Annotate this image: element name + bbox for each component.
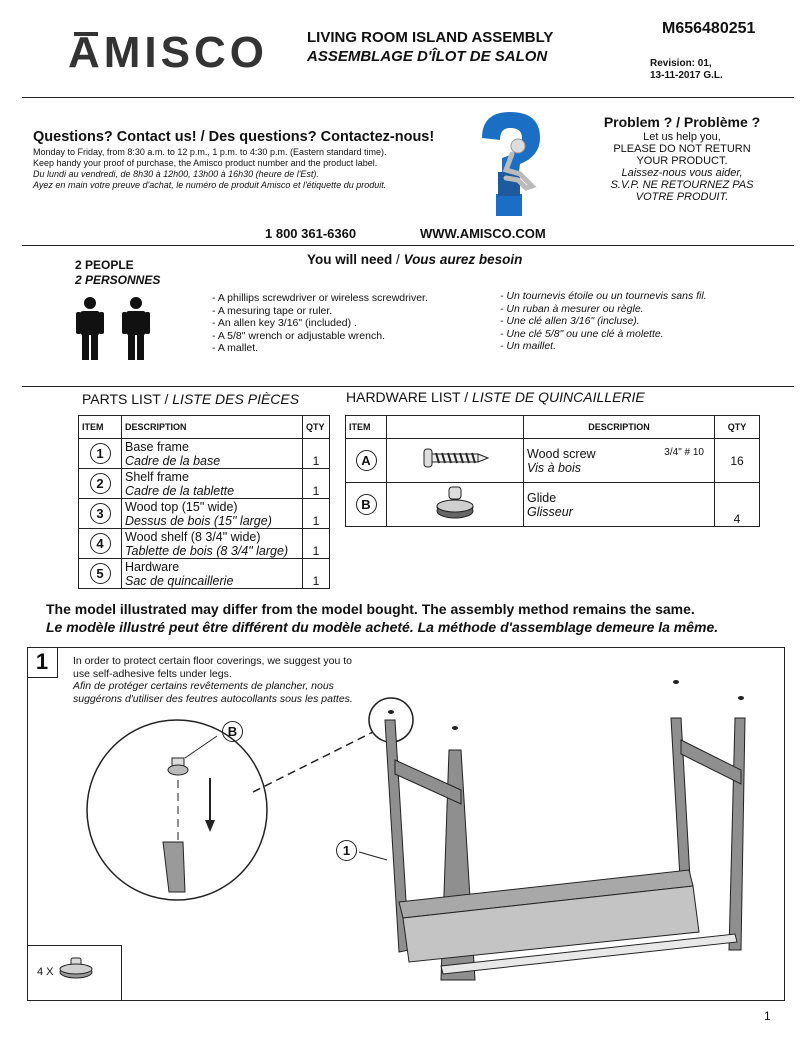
item-cell [79, 529, 122, 559]
desc-fr: Dessus de bois (15" large) [125, 513, 272, 528]
desc-fr: Cadre de la tablette [125, 483, 235, 498]
tool-item: - A 5/8" wrench or adjustable wrench. [212, 329, 385, 342]
parts-table [78, 415, 330, 589]
desc-en: Wood top (15" wide) [125, 499, 238, 514]
contact-hours [33, 147, 433, 191]
item-number-badge: 3 [90, 503, 111, 524]
step-line-fr: Afin de protéger certains revêtements de plancher, nous [73, 680, 334, 692]
tools-list-en [212, 292, 428, 355]
desc-fr: Vis à bois [527, 460, 581, 475]
col-image [387, 416, 524, 439]
disclaimer-en: The model illustrated may differ from the model bought. The assembly method remains the same. [46, 601, 695, 617]
problem-line-fr: VOTRE PRODUIT. [635, 191, 729, 203]
tool-item-fr: - Une clé 5/8" ou une clé à molette. [500, 327, 664, 340]
problem-line-fr: Laissez-nous vous aider, [621, 167, 743, 179]
desc-fr: Glisseur [527, 504, 573, 519]
glide-icon [435, 485, 475, 519]
col-desc: DESCRIPTION [524, 416, 715, 439]
step-line: use self-adhesive felts under legs. [73, 667, 232, 680]
desc-cell [122, 529, 303, 559]
page-number: 1 [764, 1009, 771, 1023]
problem-title: Problem ? / Problème ? [603, 114, 761, 130]
item-letter-badge: B [356, 494, 377, 515]
screw-spec: 3/4" # 10 [664, 447, 704, 458]
tool-item: - A mesuring tape or ruler. [212, 304, 333, 317]
problem-line-fr: S.V.P. NE RETOURNEZ PAS [610, 179, 754, 191]
item-cell [346, 439, 387, 483]
desc-fr: Sac de quincaillerie [125, 573, 234, 588]
desc-cell [122, 499, 303, 529]
tool-item: - A mallet. [212, 342, 259, 354]
contact-line-fr: Du lundi au vendredi, de 8h30 à 12h00, 13h00 à 16h30 (heure de l'Est). [33, 169, 319, 179]
quantity-label: 4 X [37, 966, 54, 978]
item-cell [79, 499, 122, 529]
hardware-header-row [346, 416, 760, 439]
people-en: 2 PEOPLE [75, 258, 134, 272]
desc-cell [524, 483, 715, 527]
table-row [346, 439, 760, 483]
hardware-list-title [346, 389, 645, 405]
desc-en: Glide [527, 490, 557, 505]
contact-divider [22, 245, 794, 246]
people-fr: 2 PERSONNES [75, 273, 161, 287]
parts-list-title [82, 391, 299, 407]
tools-divider [22, 386, 794, 387]
qty-cell: 1 [303, 559, 330, 589]
tools-list-fr [500, 290, 707, 353]
col-item: ITEM [346, 416, 387, 439]
desc-cell [122, 469, 303, 499]
step-line-fr: suggérons d'utiliser des feutres autocollants sous les pattes. [73, 692, 353, 705]
tools-title-en: You will need [307, 252, 393, 267]
website-link[interactable]: WWW.AMISCO.COM [420, 226, 546, 241]
revision: Revision: 01, [650, 58, 712, 69]
callout-part-badge: 1 [336, 840, 357, 861]
step-line: In order to protect certain floor coverings, we suggest you to [73, 655, 352, 667]
qty-cell: 1 [303, 469, 330, 499]
desc-en: Base frame [125, 439, 189, 454]
table-row [79, 499, 330, 529]
item-cell [79, 559, 122, 589]
callout-b [222, 721, 243, 742]
qty-cell: 1 [303, 499, 330, 529]
model-number: M656480251 [662, 20, 756, 37]
desc-en: Wood screw [527, 446, 596, 461]
qty-cell: 4 [715, 483, 760, 527]
wood-screw-icon [420, 447, 490, 469]
table-row [79, 529, 330, 559]
contact-title: Questions? Contact us! / Des questions? Contactez-nous! [33, 129, 435, 145]
phone-number[interactable]: 1 800 361-6360 [265, 226, 357, 241]
col-desc: DESCRIPTION [122, 416, 303, 439]
table-row [79, 439, 330, 469]
tool-item-fr: - Une clé allen 3/16" (incluse). [500, 315, 640, 327]
title-fr: ASSEMBLAGE D'ÎLOT DE SALON [307, 48, 548, 65]
brand-logo: AMISCO [68, 28, 268, 77]
hardware-title-sep: / [464, 389, 469, 405]
desc-en: Hardware [125, 559, 180, 574]
hardware-title-fr: LISTE DE QUINCAILLERIE [472, 389, 645, 405]
desc-fr: Tablette de bois (8 3/4" large) [125, 543, 289, 558]
item-cell [79, 469, 122, 499]
problem-box [592, 116, 772, 203]
item-number-badge: 2 [90, 473, 111, 494]
desc-en: Wood shelf (8 3/4" wide) [125, 529, 261, 544]
item-letter-badge: A [356, 450, 377, 471]
desc-fr: Cadre de la base [125, 453, 221, 468]
two-people-icon [74, 296, 158, 362]
item-number-badge: 4 [90, 533, 111, 554]
parts-header-row [79, 416, 330, 439]
tool-item: - A phillips screwdriver or wireless screwdriver. [212, 292, 428, 304]
parts-title-sep: / [164, 391, 169, 407]
tool-item-fr: - Un ruban à mesurer ou règle. [500, 302, 644, 315]
qty-cell: 1 [303, 439, 330, 469]
tools-sep: / [396, 252, 400, 267]
col-qty: QTY [303, 416, 330, 439]
contact-line: Monday to Friday, from 8:30 a.m. to 12 p.m., 1 p.m. to 4:30 p.m. (Eastern standard time). [33, 147, 387, 157]
qty-cell: 16 [715, 439, 760, 483]
image-cell [387, 439, 524, 483]
tool-item-fr: - Un maillet. [500, 340, 557, 352]
desc-en: Shelf frame [125, 469, 189, 484]
desc-cell [122, 559, 303, 589]
disclaimer-fr: Le modèle illustré peut être différent du modèle acheté. La méthode d'assemblage demeure la même. [46, 619, 719, 635]
col-qty: QTY [715, 416, 760, 439]
parts-title-en: PARTS LIST [82, 391, 161, 407]
step-number: 1 [27, 647, 58, 678]
desc-cell [524, 439, 715, 483]
step-1-illustration [29, 680, 781, 998]
table-row [346, 483, 760, 527]
table-row [79, 469, 330, 499]
table-row [79, 559, 330, 589]
people-count [75, 258, 160, 288]
contact-line-fr: Ayez en main votre preuve d'achat, le numéro de produit Amisco et l'étiquette du produit. [33, 180, 387, 190]
tool-item: - An allen key 3/16" (included) . [212, 317, 357, 329]
problem-line: YOUR PRODUCT. [636, 155, 728, 167]
image-cell [387, 483, 524, 527]
hardware-table [345, 415, 760, 527]
contact-line: Keep handy your proof of purchase, the Amisco product number and the product label. [33, 158, 378, 168]
callout-part-1 [336, 840, 357, 861]
problem-line: Let us help you, [643, 131, 721, 143]
revision-info [650, 58, 723, 82]
desc-cell [122, 439, 303, 469]
item-cell [79, 439, 122, 469]
item-number-badge: 5 [90, 563, 111, 584]
revision-date: 13-11-2017 G.L. [650, 70, 723, 81]
hardware-title-en: HARDWARE LIST [346, 389, 461, 405]
title-en: LIVING ROOM ISLAND ASSEMBLY [307, 29, 554, 46]
problem-line: PLEASE DO NOT RETURN [613, 143, 751, 155]
callout-b-badge: B [222, 721, 243, 742]
qty-cell: 1 [303, 529, 330, 559]
item-cell [346, 483, 387, 527]
parts-title-fr: LISTE DES PIÈCES [172, 391, 300, 407]
tools-heading [307, 252, 522, 267]
col-item: ITEM [79, 416, 122, 439]
item-number-badge: 1 [90, 443, 111, 464]
tools-title-fr: Vous aurez besoin [403, 252, 523, 267]
question-mark-figure-icon [462, 108, 554, 220]
tool-item-fr: - Un tournevis étoile ou un tournevis sans fil. [500, 290, 707, 302]
header-divider [22, 97, 794, 98]
